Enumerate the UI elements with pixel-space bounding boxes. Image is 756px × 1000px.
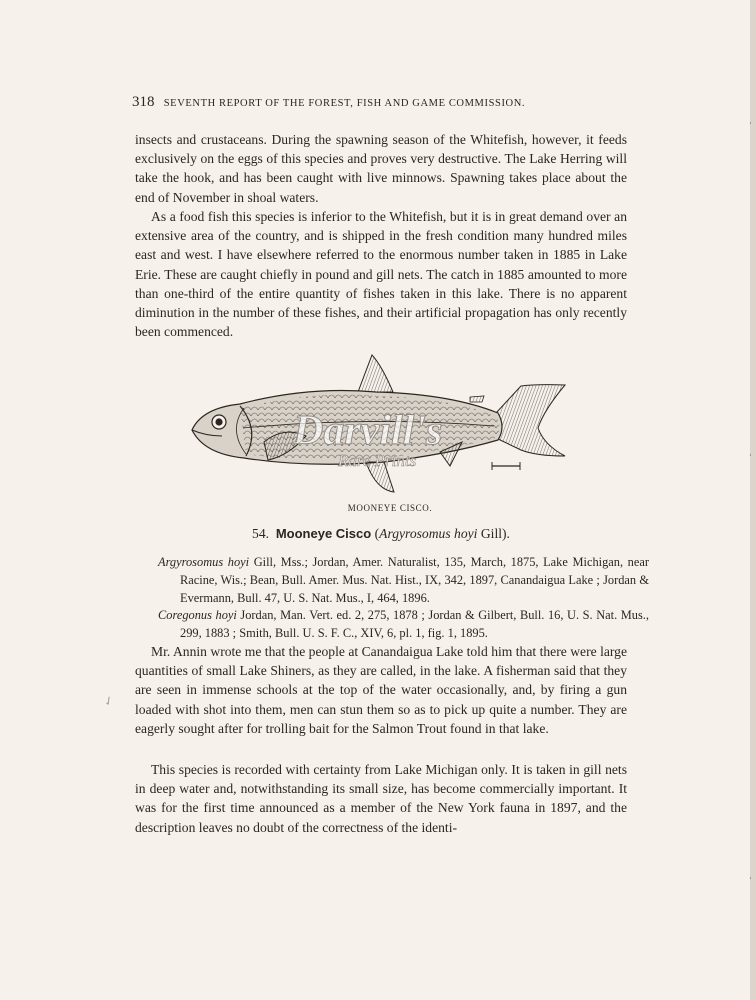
margin-mark: ‘: [749, 120, 752, 130]
page-number: 318: [132, 94, 155, 110]
species-heading: 54. Mooneye Cisco (Argyrosomus hoyi Gill).: [252, 526, 510, 541]
synonymy-entry: [158, 606, 649, 642]
fish-illustration: [188, 350, 570, 500]
page-edge: [750, 0, 756, 1000]
running-title: SEVENTH REPORT OF THE FOREST, FISH AND GAME COMMISSION.: [163, 98, 526, 109]
synonymy-entry: [158, 553, 649, 607]
figure-caption: MOONEYE CISCO.: [347, 503, 433, 513]
species-scientific-name: Argyrosomus hoyi: [379, 526, 478, 541]
species-authority: Gill: [480, 526, 502, 541]
synonym-taxon: Argyrosomus hoyi: [158, 555, 250, 569]
synonym-citation: Gill, Mss.; Jordan, Amer. Naturalist, 135, March, 1875, Lake Michigan, near Racine, Wis.; Bean, Bull. Amer. Mus. Nat. Hist., IX, 342, 1897, Canandaigua Lake ; Jordan & Evermann, Bull. 47, U. S. Nat. Mus., I, 464, 1896.: [180, 555, 649, 605]
margin-mark: ‘: [749, 875, 752, 885]
species-number: 54.: [252, 526, 270, 541]
watermark-title: Darvill's: [293, 408, 443, 454]
running-header: [132, 94, 592, 111]
paragraph: Mr. Annin wrote me that the people at Canandaigua Lake told him that there were large quantities of small Lake Shiners, as they are called, in the lake. A fisherman said that they are seen in immense schools at the top of the water occasionally, and, by firing a gun loaded with shot into them, men can stun them so as to pick up quite a number. They are eagerly sought after for trolling bait for the Salmon Trout found in that lake.: [135, 644, 627, 736]
synonym-taxon: Coregonus hoyi: [158, 608, 237, 622]
watermark-subtitle: Rare Prints: [338, 451, 417, 470]
paragraph: As a food fish this species is inferior to the Whitefish, but it is in great demand over an extensive area of the country, and is shipped in the fresh condition many hundred miles east and west. I have elsewhere referred to the enormous number taken in 1885 in Lake Erie. These are caught chiefly in pound and gill nets. The catch in 1885 amounted to more than one-third of the entire quantity of fishes taken in this lake. There is no apparent diminution in the number of these fishes, and their artificial propagation has only recently been commenced.: [135, 209, 627, 340]
pencil-mark: ✓: [100, 692, 117, 710]
paragraph: insects and crustaceans. During the spawning season of the Whitefish, however, it feeds exclusively on the eggs of this species and proves very destructive. The Lake Herring will take the hook, and has been caught with live minnows. Spawning takes place about the end of November in shoal waters.: [135, 132, 627, 205]
margin-mark: ‘: [749, 452, 752, 462]
paragraph: This species is recorded with certainty from Lake Michigan only. It is taken in gill nets in deep water and, notwithstanding its small size, has become commercially important. It was for the first time announced as a member of the New York fauna in 1897, and the description leaves no doubt of the correctness of the identi-: [135, 762, 627, 835]
species-common-name: Mooneye Cisco: [275, 526, 372, 541]
synonym-citation: Jordan, Man. Vert. ed. 2, 275, 1878 ; Jordan & Gilbert, Bull. 16, U. S. Nat. Mus., 299, 1883 ; Smith, Bull. U. S. F. C., XIV, 6, pl. 1, fig. 1, 1895.: [180, 608, 649, 640]
